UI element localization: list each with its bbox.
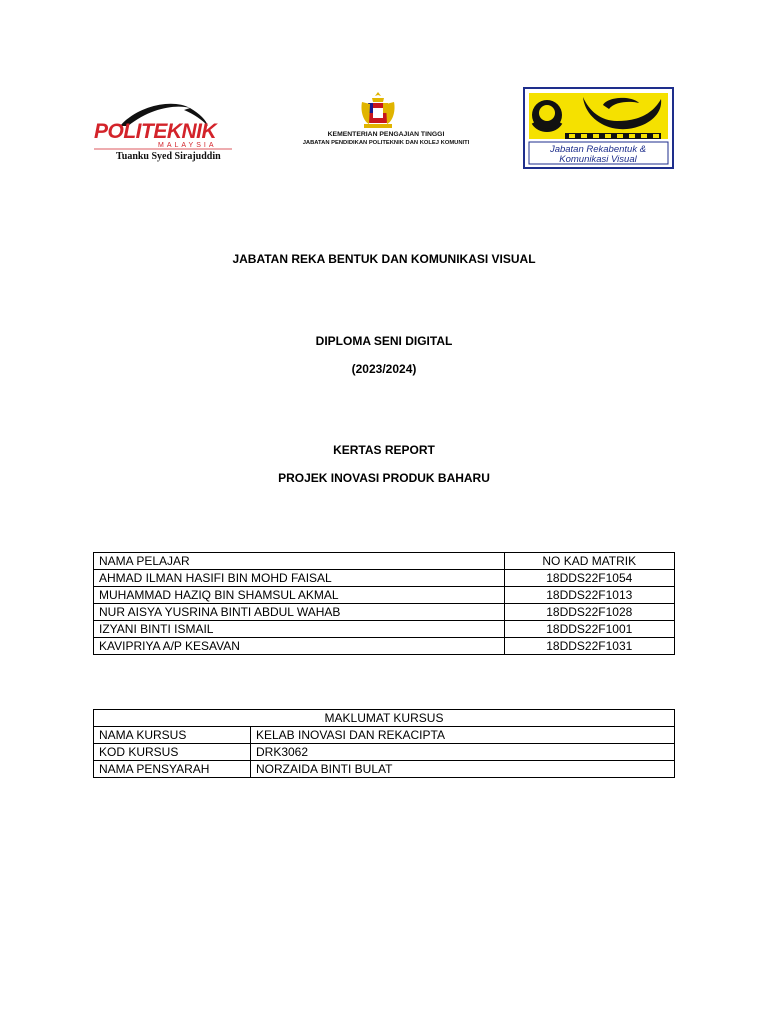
course-field-label: KOD KURSUS bbox=[94, 744, 251, 761]
course-field-label: NAMA KURSUS bbox=[94, 727, 251, 744]
student-name: NUR AISYA YUSRINA BINTI ABDUL WAHAB bbox=[94, 604, 505, 621]
header-cell-name: NAMA PELAJAR bbox=[94, 553, 505, 570]
table-row bbox=[94, 604, 675, 621]
student-name: AHMAD ILMAN HASIFI BIN MOHD FAISAL bbox=[94, 570, 505, 587]
course-field-value: NORZAIDA BINTI BULAT bbox=[251, 761, 675, 778]
students-table bbox=[93, 552, 675, 655]
kpt-line1: KEMENTERIAN PENGAJIAN TINGGI bbox=[327, 131, 445, 138]
student-matric: 18DDS22F1031 bbox=[504, 638, 674, 655]
table-row bbox=[94, 638, 675, 655]
jrkv-logo bbox=[523, 87, 674, 169]
course-header-row bbox=[94, 710, 675, 727]
coat-of-arms-icon bbox=[361, 92, 394, 128]
politeknik-sub: MALAYSIA bbox=[158, 142, 217, 149]
table-row bbox=[94, 570, 675, 587]
kpt-line2: JABATAN PENDIDIKAN POLITEKNIK DAN KOLEJ KOMUNITI bbox=[302, 140, 470, 146]
table-row bbox=[94, 727, 675, 744]
student-name: IZYANI BINTI ISMAIL bbox=[94, 621, 505, 638]
politeknik-logo bbox=[92, 96, 252, 162]
course-field-value: DRK3062 bbox=[251, 744, 675, 761]
course-table bbox=[93, 709, 675, 778]
logo-row bbox=[0, 0, 768, 180]
student-matric: 18DDS22F1028 bbox=[504, 604, 674, 621]
politeknik-wordmark: POLITEKNIK bbox=[94, 120, 217, 143]
table-row bbox=[94, 761, 675, 778]
table-row bbox=[94, 587, 675, 604]
jrkv-line1: Jabatan Rekabentuk & bbox=[549, 144, 647, 155]
jrkv-line2: Komunikasi Visual bbox=[559, 154, 637, 165]
course-table-title: MAKLUMAT KURSUS bbox=[94, 710, 675, 727]
programme-title: DIPLOMA SENI DIGITAL bbox=[315, 334, 453, 348]
politeknik-campus: Tuanku Syed Sirajuddin bbox=[116, 151, 221, 162]
student-matric: 18DDS22F1013 bbox=[504, 587, 674, 604]
student-name: KAVIPRIYA A/P KESAVAN bbox=[94, 638, 505, 655]
course-field-value: KELAB INOVASI DAN REKACIPTA bbox=[251, 727, 675, 744]
project-title: PROJEK INOVASI PRODUK BAHARU bbox=[278, 471, 490, 485]
table-row bbox=[94, 621, 675, 638]
course-field-label: NAMA PENSYARAH bbox=[94, 761, 251, 778]
student-name: MUHAMMAD HAZIQ BIN SHAMSUL AKMAL bbox=[94, 587, 505, 604]
department-title: JABATAN REKA BENTUK DAN KOMUNIKASI VISUAL bbox=[232, 252, 536, 266]
student-matric: 18DDS22F1001 bbox=[504, 621, 674, 638]
header-cell-matric: NO KAD MATRIK bbox=[504, 553, 674, 570]
student-matric: 18DDS22F1054 bbox=[504, 570, 674, 587]
kpt-logo bbox=[276, 88, 496, 150]
doc-type-title: KERTAS REPORT bbox=[333, 443, 435, 457]
table-header-row bbox=[94, 553, 675, 570]
table-row bbox=[94, 744, 675, 761]
session-label: (2023/2024) bbox=[351, 362, 417, 376]
